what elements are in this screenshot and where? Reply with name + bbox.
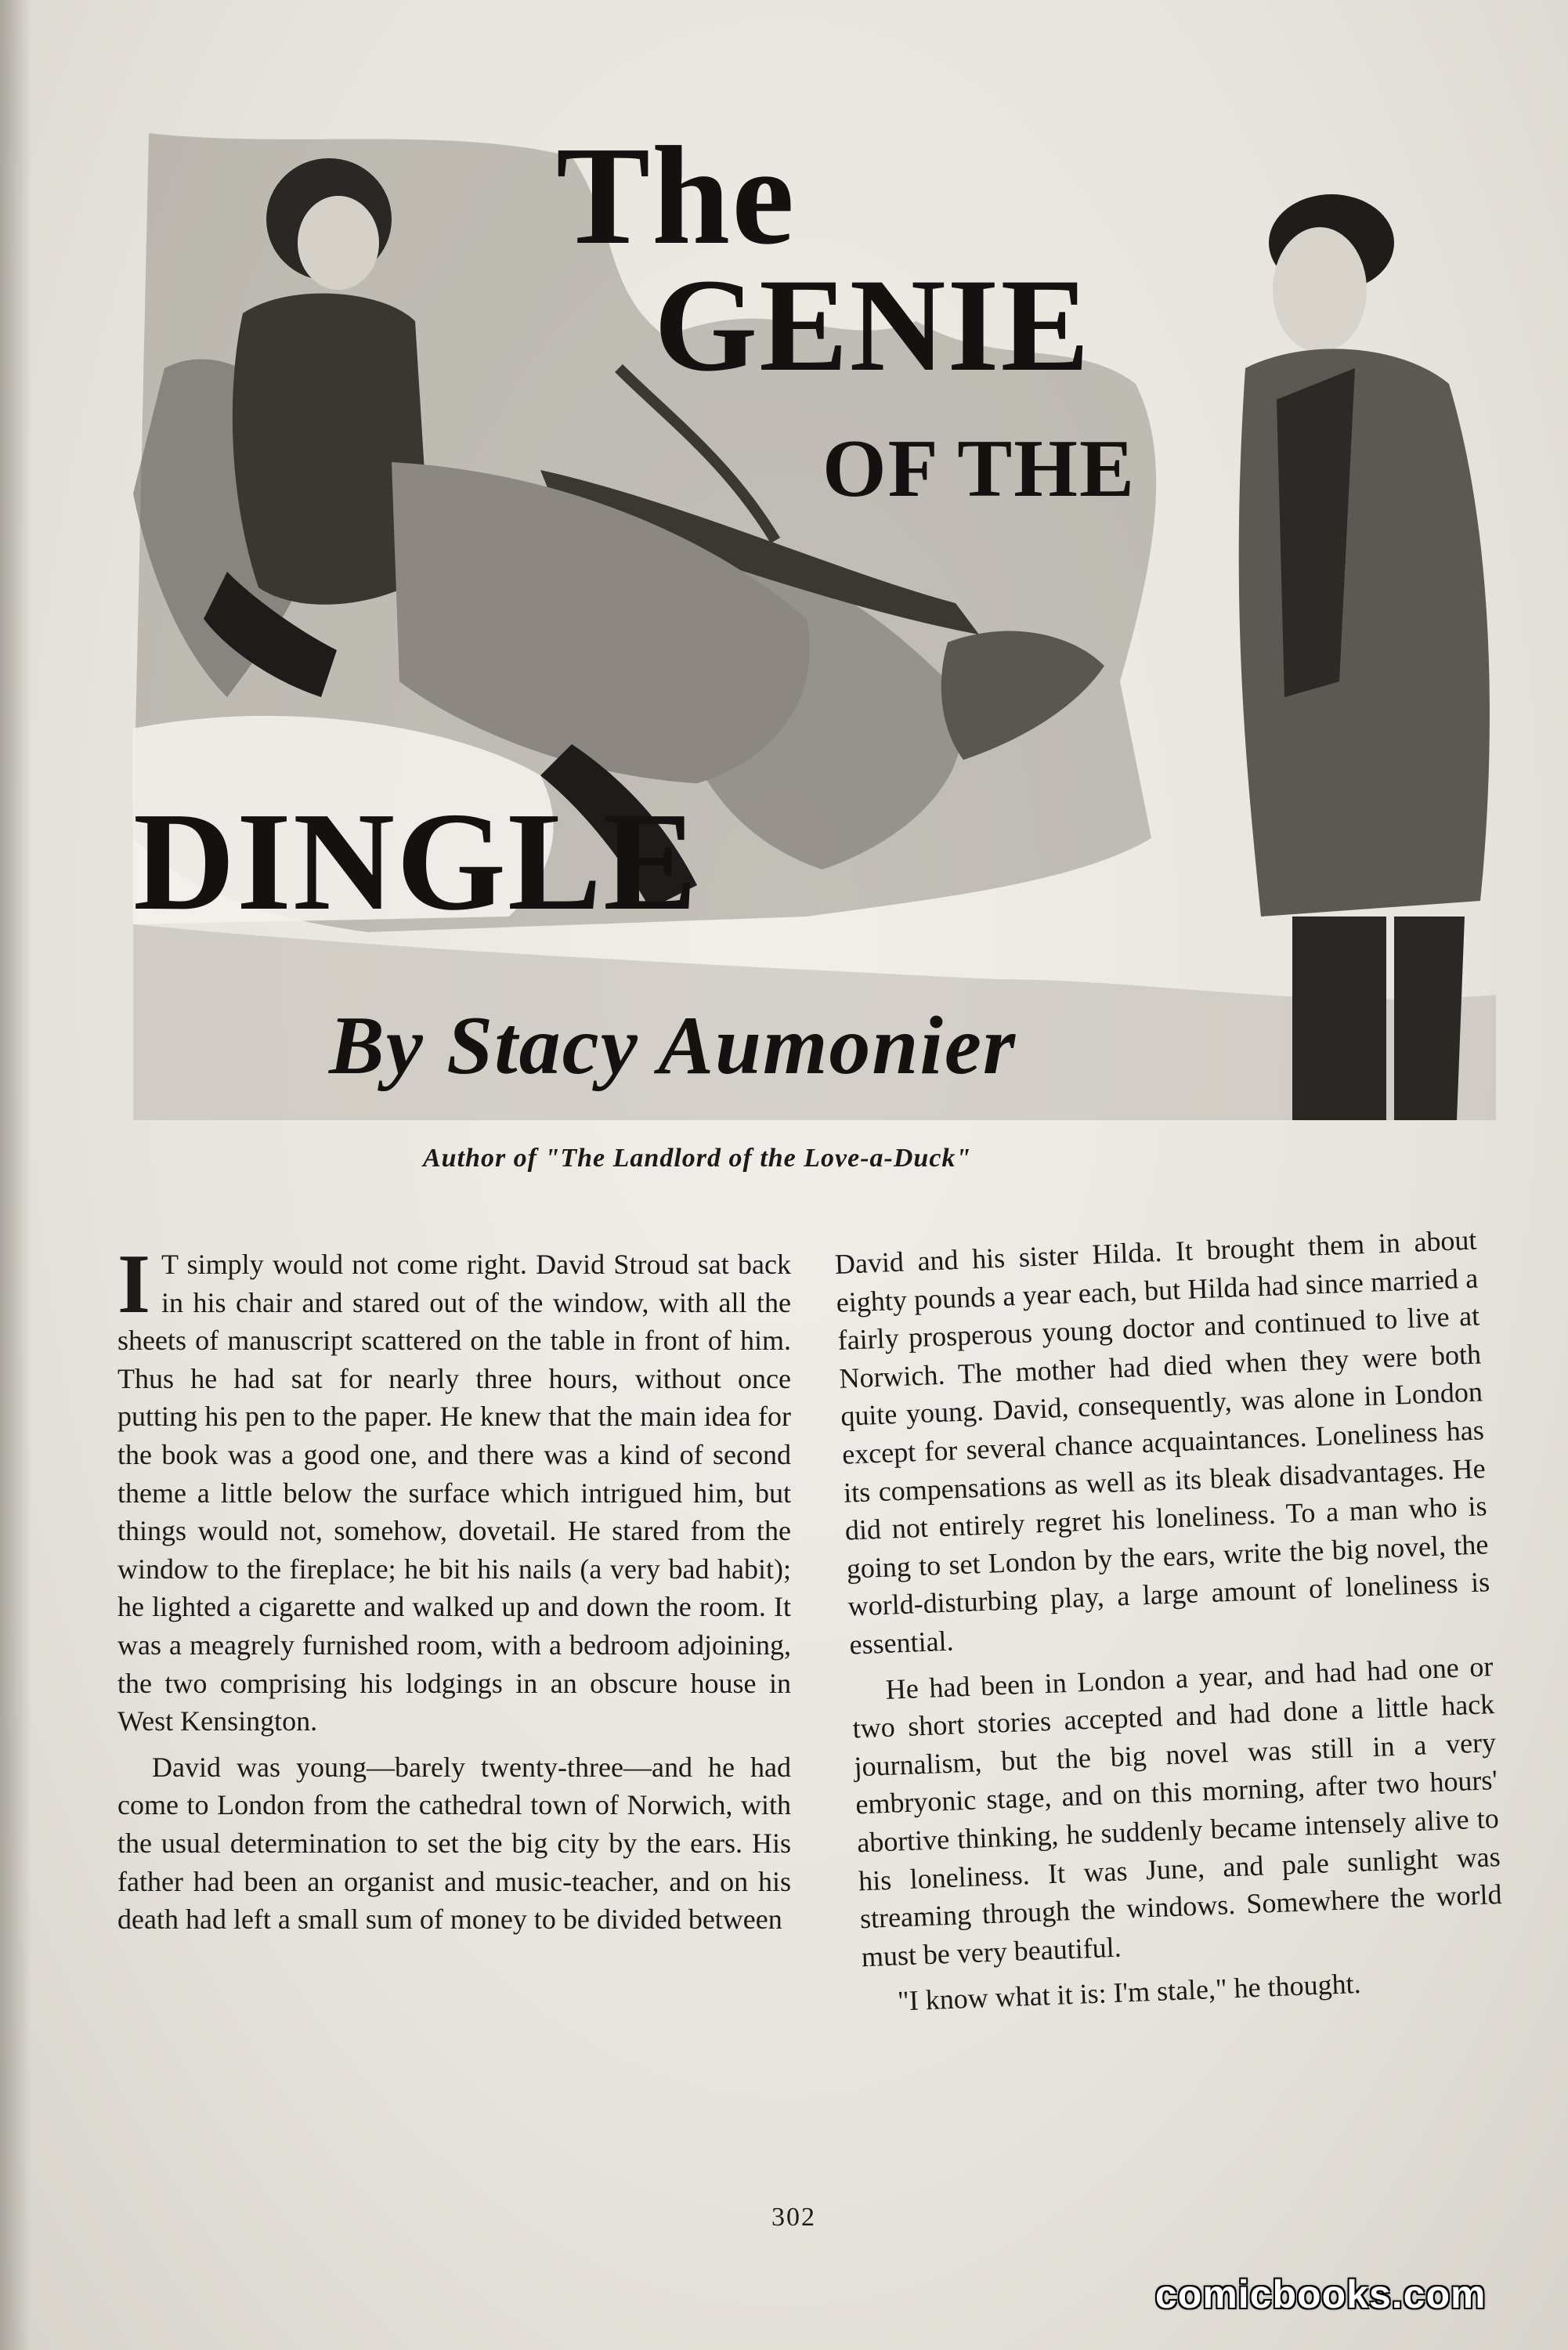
- title-dingle: DINGLE: [133, 783, 699, 939]
- drop-cap: I: [117, 1238, 151, 1331]
- paragraph: "I know what it is: I'm stale," he thought.: [897, 1968, 1362, 2017]
- title-the: The: [556, 118, 797, 273]
- paragraph: David and his sister Hilda. It brought them in about eighty pounds a year each, but Hilda had since married a fairly prosperous young doctor and continued to live at Norwich. The mother had died when they were both quite young. David, consequently, was alone in London except for several chance acquaintances. Loneliness has its compensations as well as its bleak disadvantages. He did not entirely regret his loneliness. To a man who is going to set London by the ears, write the big novel, the world-disturbing play, a large amount of loneliness is essential.: [834, 1224, 1490, 1661]
- paragraph: David was young—barely twenty-three—and he had come to London from the cathedral town of Norwich, with the usual determination to set the big city by the ears. His father had been an organist and music-teacher, and on his death had left a small sum of money to be divided between: [117, 1751, 791, 1936]
- paragraph: [117, 1238, 791, 1741]
- paragraph: He had been in London a year, and had had one or two short stories accepted and had done a little hack journalism, but the big novel was still in a very embryonic stage, and on this morning, after two hours' abortive thinking, he suddenly became intensely alive to his loneliness. It was June, and pale sunlight was streaming through the windows. Somewhere the world must be very beautiful.: [851, 1650, 1503, 1973]
- text-column-left: [117, 1238, 791, 1947]
- page-number: 302: [771, 2203, 816, 2232]
- title-genie: GENIE: [654, 251, 1091, 399]
- text-column-right: [834, 1221, 1506, 2030]
- title-of-the: OF THE: [822, 422, 1136, 514]
- byline: By Stacy Aumonier: [329, 1000, 1017, 1091]
- page-edge-shadow: [0, 0, 31, 2350]
- watermark: comicbooks.com: [1155, 2272, 1487, 2316]
- paragraph-text: T simply would not come right. David Stroud sat back in his chair and stared out of the window, with all the sheets of manuscript scattered on the table in front of him. Thus he had sat for nearly three hours, without once putting his pen to the paper. He knew that the main idea for the book was a good one, and there was a kind of second theme a little below the surface which intrigued him, but things would not, somehow, dovetail. He stared from the window to the fireplace; he bit his nails (a very bad habit); he lighted a cigarette and walked up and down the room. It was a meagrely furnished room, with a bedroom adjoining, the two comprising his lodgings in an obscure house in West Kensington.: [117, 1249, 791, 1737]
- author-credit: Author of "The Landlord of the Love-a-Duck": [423, 1144, 972, 1173]
